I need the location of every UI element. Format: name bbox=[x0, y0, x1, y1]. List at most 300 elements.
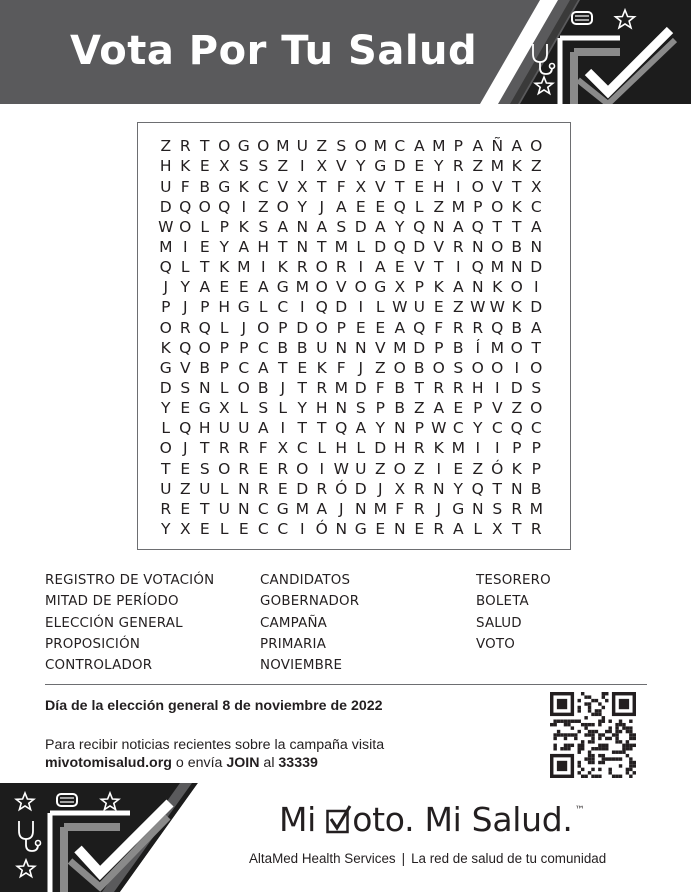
grid-cell: I bbox=[299, 519, 305, 538]
grid-cell: G bbox=[276, 499, 289, 518]
grid-cell: R bbox=[413, 439, 425, 458]
grid-cell: A bbox=[335, 197, 347, 216]
grid-cell: P bbox=[473, 197, 483, 216]
grid-cell: C bbox=[394, 137, 406, 156]
grid-cell: R bbox=[296, 258, 308, 277]
grid-cell: B bbox=[296, 338, 308, 357]
grid-cell: E bbox=[180, 399, 191, 418]
grid-cell: N bbox=[335, 519, 348, 538]
grid-cell: S bbox=[336, 217, 347, 236]
grid-cell: O bbox=[471, 177, 484, 196]
grid-cell: I bbox=[533, 278, 539, 297]
grid-cell: O bbox=[276, 197, 289, 216]
grid-cell: O bbox=[237, 379, 250, 397]
grid-cell: L bbox=[473, 519, 483, 538]
grid-cell: C bbox=[257, 338, 269, 357]
grid-cell: E bbox=[297, 358, 308, 377]
grid-cell: E bbox=[355, 318, 366, 337]
grid-cell: I bbox=[319, 459, 325, 478]
grid-cell: Z bbox=[452, 298, 464, 317]
grid-cell: O bbox=[159, 439, 172, 458]
grid-cell: R bbox=[257, 479, 269, 498]
grid-cell: J bbox=[436, 499, 442, 518]
grid-cell: E bbox=[375, 197, 386, 216]
grid-row bbox=[156, 137, 546, 157]
grid-cell: N bbox=[335, 399, 348, 418]
grid-cell: B bbox=[394, 399, 406, 418]
grid-row bbox=[156, 238, 546, 258]
grid-cell: C bbox=[277, 519, 289, 538]
grid-cell: D bbox=[159, 379, 172, 397]
grid-cell: P bbox=[414, 278, 424, 297]
word-list-item: ELECCIÓN GENERAL bbox=[45, 615, 183, 631]
grid-cell: C bbox=[257, 519, 269, 538]
election-day-text: Día de la elección general 8 de noviembre de 2022 bbox=[45, 698, 383, 714]
grid-cell: S bbox=[355, 399, 366, 418]
grid-cell: H bbox=[471, 379, 484, 397]
grid-cell: I bbox=[241, 197, 247, 216]
grid-cell: H bbox=[393, 439, 406, 458]
footer-decoration bbox=[0, 783, 200, 892]
grid-cell: O bbox=[159, 318, 172, 337]
grid-cell: O bbox=[530, 358, 543, 377]
grid-cell: T bbox=[200, 439, 210, 458]
grid-cell: R bbox=[452, 157, 464, 176]
grid-cell: V bbox=[374, 338, 386, 357]
at-text: al bbox=[259, 755, 279, 771]
grid-cell: I bbox=[299, 157, 305, 176]
header-banner bbox=[0, 0, 691, 104]
grid-cell: A bbox=[199, 278, 211, 297]
grid-cell: M bbox=[276, 137, 290, 156]
grid-cell: N bbox=[296, 238, 309, 257]
grid-cell: X bbox=[394, 479, 406, 498]
grid-cell: U bbox=[199, 479, 211, 498]
grid-cell: A bbox=[277, 217, 289, 236]
grid-cell: A bbox=[452, 217, 464, 236]
grid-cell: R bbox=[316, 479, 328, 498]
grid-cell: Y bbox=[356, 157, 366, 176]
word-list-item: TESORERO bbox=[476, 573, 551, 588]
grid-cell: S bbox=[492, 499, 503, 518]
grid-cell: T bbox=[297, 419, 307, 438]
word-list-item: PROPOSICIÓN bbox=[45, 636, 141, 652]
grid-row bbox=[156, 399, 546, 419]
grid-cell: X bbox=[218, 399, 230, 418]
grid-cell: O bbox=[510, 278, 523, 297]
grid-cell: Q bbox=[393, 238, 406, 257]
grid-cell: P bbox=[161, 298, 171, 317]
grid-cell: N bbox=[237, 499, 250, 518]
grid-cell: A bbox=[374, 217, 386, 236]
grid-cell: V bbox=[491, 399, 503, 418]
grid-cell: Q bbox=[218, 197, 231, 216]
grid-cell: N bbox=[335, 338, 348, 357]
grid-cell: R bbox=[413, 499, 425, 518]
grid-cell: T bbox=[395, 177, 405, 196]
grid-cell: L bbox=[375, 298, 385, 317]
grid-row bbox=[156, 338, 546, 358]
grid-cell: P bbox=[434, 338, 444, 357]
grid-row bbox=[156, 419, 546, 439]
grid-cell: Z bbox=[277, 157, 289, 176]
grid-cell: K bbox=[511, 298, 522, 317]
grid-cell: Z bbox=[179, 479, 191, 498]
grid-cell: E bbox=[414, 519, 425, 538]
grid-cell: P bbox=[336, 318, 346, 337]
grid-row bbox=[156, 459, 546, 479]
grid-cell: W bbox=[470, 298, 486, 317]
grid-cell: O bbox=[354, 137, 367, 156]
grid-cell: O bbox=[315, 318, 328, 337]
separator: | bbox=[401, 851, 406, 866]
page-title: Vota Por Tu Salud bbox=[70, 28, 478, 74]
grid-cell: O bbox=[530, 399, 543, 418]
grid-cell: K bbox=[492, 278, 503, 297]
grid-cell: A bbox=[355, 419, 367, 438]
grid-cell: M bbox=[451, 197, 465, 216]
grid-cell: T bbox=[414, 379, 424, 397]
grid-cell: I bbox=[358, 258, 364, 277]
grid-cell: Q bbox=[471, 258, 484, 277]
grid-cell: V bbox=[179, 358, 191, 377]
grid-cell: Y bbox=[434, 157, 444, 176]
grid-cell: M bbox=[334, 238, 348, 257]
grid-cell: S bbox=[238, 157, 249, 176]
grid-cell: Q bbox=[335, 419, 348, 438]
grid-cell: U bbox=[316, 338, 328, 357]
grid-cell: F bbox=[180, 177, 190, 196]
grid-cell: V bbox=[277, 177, 289, 196]
grid-cell: E bbox=[414, 177, 425, 196]
grid-cell: O bbox=[432, 358, 445, 377]
grid-cell: N bbox=[432, 217, 445, 236]
grid-cell: Z bbox=[374, 358, 386, 377]
grid-cell: C bbox=[257, 499, 269, 518]
grid-cell: E bbox=[433, 298, 444, 317]
grid-cell: D bbox=[393, 157, 406, 176]
grid-cell: D bbox=[159, 197, 172, 216]
grid-cell: Ñ bbox=[491, 137, 504, 156]
grid-cell: G bbox=[374, 278, 387, 297]
grid-cell: M bbox=[159, 238, 173, 257]
grid-cell: O bbox=[491, 197, 504, 216]
grid-cell: L bbox=[219, 379, 229, 397]
grid-cell: Z bbox=[413, 399, 425, 418]
grid-cell: I bbox=[280, 419, 286, 438]
grid-cell: R bbox=[433, 379, 445, 397]
grid-cell: T bbox=[200, 137, 210, 156]
grid-cell: K bbox=[316, 358, 327, 377]
grid-cell: D bbox=[354, 379, 367, 397]
grid-cell: I bbox=[436, 459, 442, 478]
grid-cell: O bbox=[530, 137, 543, 156]
grid-cell: R bbox=[160, 499, 172, 518]
grid-cell: C bbox=[238, 358, 250, 377]
grid-cell: N bbox=[510, 479, 523, 498]
grid-cell: Y bbox=[453, 479, 463, 498]
grid-cell: I bbox=[260, 258, 266, 277]
grid-cell: J bbox=[338, 499, 344, 518]
grid-cell: B bbox=[257, 379, 269, 397]
grid-cell: G bbox=[218, 177, 231, 196]
brand-text-2: oto. Mi Salud. bbox=[352, 800, 573, 839]
grid-cell: Q bbox=[198, 318, 211, 337]
grid-cell: F bbox=[395, 499, 405, 518]
grid-cell: X bbox=[218, 157, 230, 176]
grid-row bbox=[156, 298, 546, 318]
grid-cell: S bbox=[258, 217, 269, 236]
grid-cell: H bbox=[432, 177, 445, 196]
grid-row bbox=[156, 379, 546, 399]
grid-cell: A bbox=[511, 137, 523, 156]
grid-cell: T bbox=[492, 479, 502, 498]
grid-cell: O bbox=[296, 459, 309, 478]
grid-cell: Z bbox=[433, 197, 445, 216]
grid-cell: K bbox=[238, 217, 249, 236]
grid-cell: O bbox=[315, 278, 328, 297]
grid-cell: L bbox=[219, 318, 229, 337]
grid-cell: W bbox=[333, 459, 349, 478]
grid-cell: E bbox=[277, 479, 288, 498]
grid-cell: E bbox=[375, 318, 386, 337]
grid-cell: S bbox=[258, 399, 269, 418]
grid-cell: L bbox=[414, 197, 424, 216]
grid-cell: S bbox=[258, 157, 269, 176]
news-signup-text bbox=[45, 755, 318, 771]
grid-cell: Z bbox=[160, 137, 172, 156]
grid-cell: C bbox=[296, 439, 308, 458]
grid-cell: N bbox=[354, 499, 367, 518]
grid-cell: Q bbox=[315, 298, 328, 317]
grid-row bbox=[156, 177, 546, 197]
grid-cell: H bbox=[218, 298, 231, 317]
grid-cell: X bbox=[491, 519, 503, 538]
grid-cell: K bbox=[160, 338, 171, 357]
grid-cell: N bbox=[432, 479, 445, 498]
grid-cell: D bbox=[296, 479, 309, 498]
grid-cell: R bbox=[218, 439, 230, 458]
grid-cell: B bbox=[199, 177, 211, 196]
grid-cell: R bbox=[530, 519, 542, 538]
grid-cell: E bbox=[199, 238, 210, 257]
keyword-text: JOIN bbox=[226, 755, 260, 771]
grid-cell: D bbox=[413, 338, 426, 357]
grid-row bbox=[156, 157, 546, 177]
grid-cell: C bbox=[257, 177, 269, 196]
grid-cell: M bbox=[451, 439, 465, 458]
grid-cell: B bbox=[511, 318, 523, 337]
word-list-column-2 bbox=[260, 572, 359, 678]
grid-cell: T bbox=[512, 519, 522, 538]
grid-cell: P bbox=[375, 399, 385, 418]
grid-cell: Z bbox=[257, 197, 269, 216]
grid-cell: L bbox=[180, 258, 190, 277]
grid-cell: Q bbox=[393, 197, 406, 216]
grid-row bbox=[156, 359, 546, 379]
grid-cell: O bbox=[218, 137, 231, 156]
grid-cell: A bbox=[452, 278, 464, 297]
grid-cell: Y bbox=[297, 399, 307, 418]
grid-cell: A bbox=[394, 318, 406, 337]
grid-cell: L bbox=[239, 399, 249, 418]
grid-cell: J bbox=[163, 278, 169, 297]
grid-cell: H bbox=[335, 439, 348, 458]
grid-cell: I bbox=[494, 379, 500, 397]
grid-cell: O bbox=[257, 318, 270, 337]
grid-cell: A bbox=[257, 278, 269, 297]
grid-cell: T bbox=[317, 419, 327, 438]
grid-cell: B bbox=[199, 358, 211, 377]
grid-cell: B bbox=[511, 238, 523, 257]
grid-cell: T bbox=[492, 217, 502, 236]
grid-row bbox=[156, 258, 546, 278]
grid-cell: T bbox=[200, 258, 210, 277]
grid-row bbox=[156, 197, 546, 217]
news-intro-text: Para recibir noticias recientes sobre la campaña visita bbox=[45, 737, 385, 753]
grid-cell: E bbox=[238, 278, 249, 297]
grid-cell: T bbox=[512, 177, 522, 196]
grid-cell: Q bbox=[413, 318, 426, 337]
grid-cell: Q bbox=[491, 318, 504, 337]
grid-cell: M bbox=[295, 499, 309, 518]
grid-cell: J bbox=[319, 197, 325, 216]
grid-cell: W bbox=[392, 298, 408, 317]
grid-cell: J bbox=[280, 379, 286, 397]
grid-cell: O bbox=[491, 238, 504, 257]
grid-cell: R bbox=[335, 258, 347, 277]
grid-cell: Q bbox=[413, 217, 426, 236]
grid-cell: B bbox=[277, 338, 289, 357]
grid-cell: D bbox=[413, 238, 426, 257]
grid-cell: E bbox=[375, 519, 386, 538]
grid-cell: U bbox=[160, 479, 172, 498]
grid-cell: S bbox=[453, 358, 464, 377]
grid-cell: I bbox=[514, 358, 520, 377]
grid-cell: R bbox=[413, 479, 425, 498]
grid-cell: P bbox=[219, 217, 229, 236]
grid-cell: K bbox=[433, 278, 444, 297]
grid-cell: G bbox=[237, 298, 250, 317]
checkbox-icon bbox=[326, 805, 352, 835]
grid-cell: Y bbox=[161, 519, 171, 538]
grid-cell: R bbox=[179, 318, 191, 337]
grid-cell: C bbox=[530, 419, 542, 438]
word-list-item: CAMPAÑA bbox=[260, 615, 328, 631]
grid-cell: M bbox=[529, 499, 543, 518]
grid-cell: U bbox=[413, 298, 425, 317]
grid-cell: M bbox=[373, 137, 387, 156]
grid-cell: P bbox=[239, 338, 249, 357]
grid-cell: T bbox=[317, 238, 327, 257]
grid-cell: N bbox=[393, 519, 406, 538]
grid-cell: S bbox=[336, 137, 347, 156]
grid-cell: T bbox=[512, 217, 522, 236]
grid-cell: T bbox=[317, 177, 327, 196]
grid-cell: P bbox=[473, 399, 483, 418]
word-list-item: BOLETA bbox=[476, 594, 529, 610]
grid-cell: M bbox=[490, 258, 504, 277]
grid-cell: S bbox=[180, 379, 191, 397]
grid-cell: K bbox=[511, 459, 522, 478]
grid-cell: A bbox=[413, 137, 425, 156]
grid-cell: R bbox=[452, 318, 464, 337]
grid-cell: X bbox=[277, 439, 289, 458]
grid-cell: C bbox=[530, 197, 542, 216]
grid-cell: E bbox=[394, 258, 405, 277]
grid-cell: Z bbox=[530, 157, 542, 176]
grid-cell: Z bbox=[472, 459, 484, 478]
grid-cell: Z bbox=[316, 137, 328, 156]
word-search-grid bbox=[137, 122, 571, 550]
grid-cell: A bbox=[316, 499, 328, 518]
grid-cell: J bbox=[377, 479, 383, 498]
grid-cell: B bbox=[452, 338, 464, 357]
grid-cell: E bbox=[199, 157, 210, 176]
grid-cell: T bbox=[200, 499, 210, 518]
divider bbox=[45, 684, 647, 685]
grid-cell: Í bbox=[475, 338, 481, 357]
grid-row bbox=[156, 218, 546, 238]
grid-cell: I bbox=[455, 258, 461, 277]
grid-cell: L bbox=[219, 519, 229, 538]
grid-cell: A bbox=[472, 137, 484, 156]
word-list-item: PRIMARIA bbox=[260, 636, 327, 652]
website-link[interactable]: mivotomisalud.org bbox=[45, 755, 172, 771]
grid-cell: Y bbox=[219, 238, 229, 257]
grid-cell: P bbox=[453, 137, 463, 156]
grid-cell: M bbox=[373, 499, 387, 518]
grid-cell: E bbox=[180, 499, 191, 518]
grid-cell: M bbox=[393, 338, 407, 357]
grid-cell: Ó bbox=[335, 479, 348, 498]
grid-cell: A bbox=[238, 238, 250, 257]
grid-cell: Y bbox=[297, 197, 307, 216]
grid-cell: D bbox=[374, 238, 387, 257]
grid-cell: K bbox=[238, 177, 249, 196]
qr-code[interactable] bbox=[550, 692, 636, 778]
grid-cell: R bbox=[238, 459, 250, 478]
grid-cell: O bbox=[510, 338, 523, 357]
grid-cell: D bbox=[335, 298, 348, 317]
grid-cell: A bbox=[257, 419, 269, 438]
grid-row bbox=[156, 520, 546, 540]
grid-cell: M bbox=[334, 379, 348, 397]
grid-cell: E bbox=[180, 459, 191, 478]
grid-cell: R bbox=[452, 238, 464, 257]
grid-cell: O bbox=[315, 258, 328, 277]
grid-cell: Q bbox=[471, 479, 484, 498]
word-list-item: NOVIEMBRE bbox=[260, 658, 343, 674]
grid-cell: R bbox=[472, 318, 484, 337]
grid-cell: P bbox=[531, 459, 541, 478]
grid-cell: L bbox=[278, 399, 288, 418]
grid-cell: F bbox=[336, 177, 346, 196]
grid-cell: X bbox=[296, 177, 308, 196]
grid-cell: C bbox=[452, 419, 464, 438]
grid-cell: N bbox=[471, 278, 484, 297]
tagline-text: La red de salud de tu comunidad bbox=[411, 851, 607, 866]
grid-cell: I bbox=[455, 177, 461, 196]
grid-cell: T bbox=[278, 358, 288, 377]
grid-cell: T bbox=[531, 338, 541, 357]
word-list-item: MITAD DE PERÍODO bbox=[45, 594, 179, 610]
grid-cell: N bbox=[471, 499, 484, 518]
grid-cell: U bbox=[218, 419, 230, 438]
trademark-symbol: ™ bbox=[574, 805, 585, 816]
word-list-column-1 bbox=[45, 572, 214, 678]
grid-cell: K bbox=[219, 258, 230, 277]
